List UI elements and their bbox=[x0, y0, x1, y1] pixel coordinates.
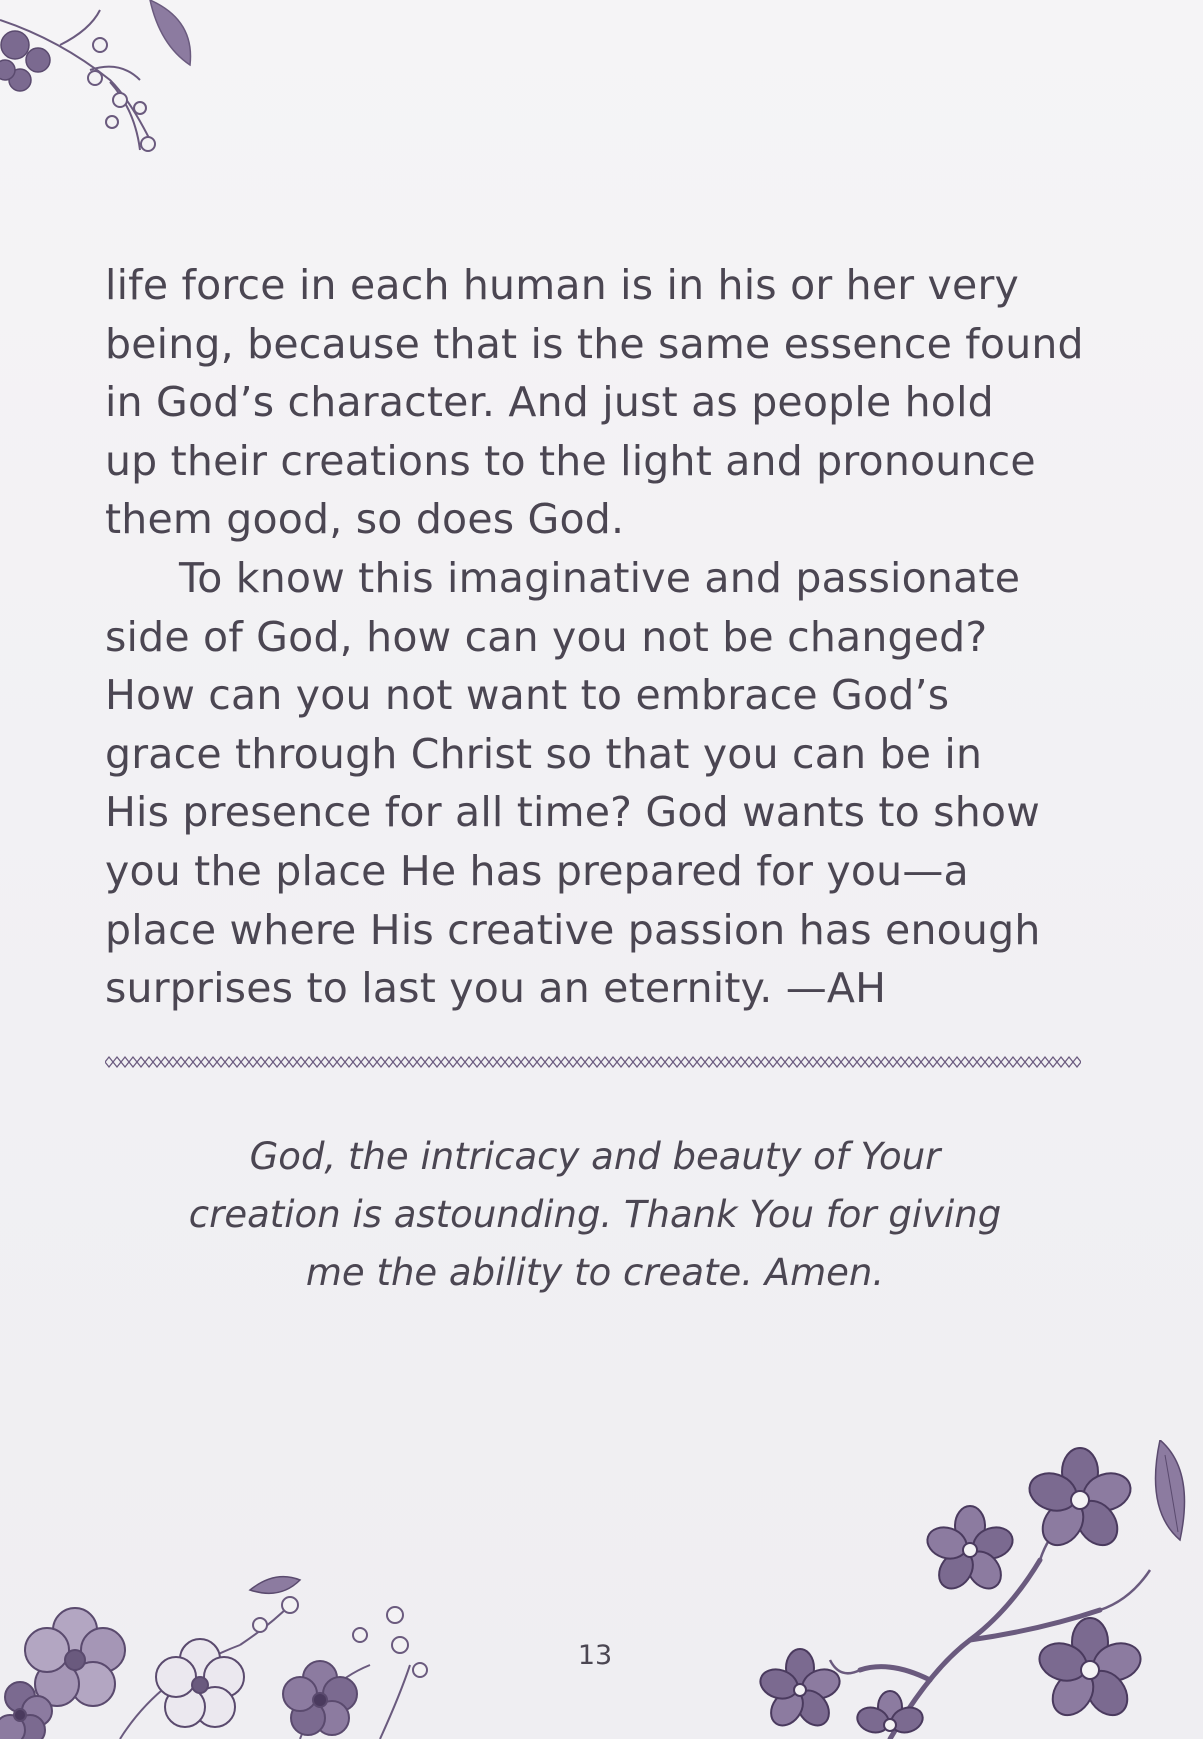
body-line: side of God, how can you not be changed? bbox=[105, 612, 988, 661]
lattice-divider bbox=[105, 1054, 1081, 1070]
blossom-branch-icon bbox=[740, 1440, 1203, 1739]
prayer-text bbox=[105, 1128, 1085, 1302]
body-line: How can you not want to embrace God’s bbox=[105, 671, 950, 720]
prayer-line: creation is astounding. Thank You for giving bbox=[188, 1193, 1002, 1236]
body-line: in God’s character. And just as people hold bbox=[105, 378, 994, 427]
body-line: them good, so does God. bbox=[105, 495, 625, 544]
prayer-line: me the ability to create. Amen. bbox=[305, 1251, 885, 1294]
body-line: life force in each human is in his or her very bbox=[105, 261, 1019, 309]
body-line: being, because that is the same essence found bbox=[105, 319, 1084, 368]
body-line: you the place He has prepared for you—a bbox=[105, 846, 969, 895]
body-text bbox=[105, 256, 1085, 1018]
body-line: His presence for all time? God wants to show bbox=[105, 788, 1040, 837]
body-line: To know this imaginative and passionate bbox=[179, 553, 1021, 602]
floral-cluster-icon bbox=[0, 1565, 470, 1739]
body-line: grace through Christ so that you can be in bbox=[105, 729, 983, 778]
body-line: up their creations to the light and pronounce bbox=[105, 436, 1036, 485]
page-number: 13 bbox=[577, 1640, 613, 1671]
prayer-line: God, the intricacy and beauty of Your bbox=[249, 1135, 941, 1178]
body-line: surprises to last you an eternity. —AH bbox=[105, 964, 887, 1013]
floral-sprig-icon bbox=[0, 0, 210, 170]
body-line: place where His creative passion has enough bbox=[105, 905, 1041, 954]
